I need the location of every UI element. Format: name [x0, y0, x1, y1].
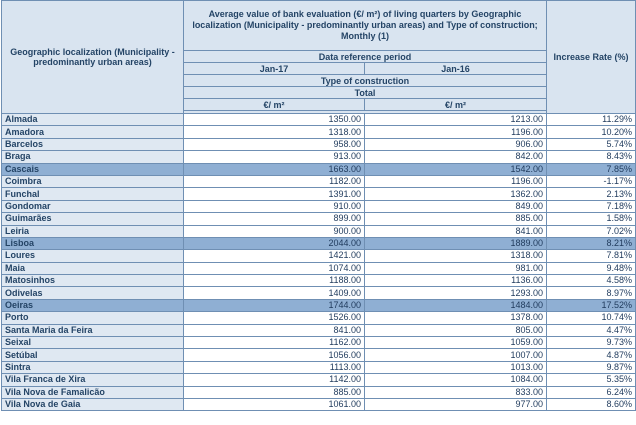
value-jan17-cell: 841.00 [184, 324, 365, 336]
value-jan16-cell: 1484.00 [365, 299, 547, 311]
value-jan17-cell: 885.00 [184, 386, 365, 398]
increase-rate-cell: 17.52% [547, 299, 636, 311]
value-jan16-cell: 1213.00 [365, 114, 547, 126]
increase-rate-cell: 7.02% [547, 225, 636, 237]
municipality-cell: Santa Maria da Feira [2, 324, 184, 336]
value-jan16-cell: 1318.00 [365, 250, 547, 262]
table-row [2, 175, 636, 187]
value-jan16-cell: 833.00 [365, 386, 547, 398]
value-jan16-cell: 805.00 [365, 324, 547, 336]
table-row [2, 386, 636, 398]
increase-rate-header: Increase Rate (%) [547, 1, 636, 114]
increase-rate-cell: 4.58% [547, 275, 636, 287]
municipality-cell: Matosinhos [2, 275, 184, 287]
table-row [2, 213, 636, 225]
value-jan17-cell: 1526.00 [184, 312, 365, 324]
table-row [2, 324, 636, 336]
increase-rate-cell: 10.20% [547, 126, 636, 138]
value-jan16-cell: 1007.00 [365, 349, 547, 361]
geo-localization-header: Geographic localization (Municipality - predominantly urban areas) [2, 1, 184, 114]
increase-rate-cell: 5.35% [547, 374, 636, 386]
municipality-cell: Maia [2, 262, 184, 274]
table-row [2, 337, 636, 349]
municipality-cell: Amadora [2, 126, 184, 138]
increase-rate-cell: 9.73% [547, 337, 636, 349]
increase-rate-cell: 10.74% [547, 312, 636, 324]
increase-rate-cell: 7.85% [547, 163, 636, 175]
value-jan16-cell: 1136.00 [365, 275, 547, 287]
table-row [2, 299, 636, 311]
table-row [2, 200, 636, 212]
municipality-cell: Almada [2, 114, 184, 126]
value-jan17-cell: 958.00 [184, 138, 365, 150]
period-jan17-header: Jan-17 [184, 63, 365, 75]
value-jan17-cell: 2044.00 [184, 237, 365, 249]
table-row [2, 114, 636, 126]
municipality-cell: Odivelas [2, 287, 184, 299]
increase-rate-cell: -1.17% [547, 175, 636, 187]
municipality-cell: Cascais [2, 163, 184, 175]
increase-rate-cell: 8.21% [547, 237, 636, 249]
increase-rate-cell: 7.81% [547, 250, 636, 262]
increase-rate-cell: 8.60% [547, 398, 636, 410]
value-jan17-cell: 1409.00 [184, 287, 365, 299]
value-jan16-cell: 1059.00 [365, 337, 547, 349]
value-jan16-cell: 1196.00 [365, 126, 547, 138]
municipality-cell: Sintra [2, 361, 184, 373]
value-jan16-cell: 885.00 [365, 213, 547, 225]
table-row [2, 163, 636, 175]
value-jan17-cell: 900.00 [184, 225, 365, 237]
table-row [2, 237, 636, 249]
table-row [2, 225, 636, 237]
value-jan17-cell: 1421.00 [184, 250, 365, 262]
increase-rate-cell: 4.87% [547, 349, 636, 361]
increase-rate-cell: 1.58% [547, 213, 636, 225]
municipality-cell: Loures [2, 250, 184, 262]
value-jan16-cell: 1013.00 [365, 361, 547, 373]
increase-rate-cell: 8.43% [547, 151, 636, 163]
table-row [2, 275, 636, 287]
increase-rate-cell: 9.87% [547, 361, 636, 373]
total-header: Total [184, 87, 547, 99]
table-title: Average value of bank evaluation (€/ m²) of living quarters by Geographic localization (Municipality - predominantly urban areas) and Type of construction; Monthly (1) [184, 1, 547, 51]
value-jan17-cell: 1142.00 [184, 374, 365, 386]
value-jan16-cell: 849.00 [365, 200, 547, 212]
municipality-cell: Gondomar [2, 200, 184, 212]
value-jan17-cell: 1188.00 [184, 275, 365, 287]
municipality-cell: Leiria [2, 225, 184, 237]
table-row [2, 361, 636, 373]
value-jan17-cell: 899.00 [184, 213, 365, 225]
municipality-cell: Oeiras [2, 299, 184, 311]
value-jan17-cell: 1391.00 [184, 188, 365, 200]
table-row [2, 287, 636, 299]
value-jan16-cell: 906.00 [365, 138, 547, 150]
table-row [2, 398, 636, 410]
municipality-cell: Funchal [2, 188, 184, 200]
municipality-cell: Setúbal [2, 349, 184, 361]
increase-rate-cell: 9.48% [547, 262, 636, 274]
value-jan16-cell: 1196.00 [365, 175, 547, 187]
value-jan16-cell: 1084.00 [365, 374, 547, 386]
municipality-cell: Vila Nova de Gaia [2, 398, 184, 410]
table-row [2, 151, 636, 163]
value-jan16-cell: 1378.00 [365, 312, 547, 324]
unit-header-jan17: €/ m² [184, 99, 365, 111]
value-jan17-cell: 1061.00 [184, 398, 365, 410]
construction-type-header: Type of construction [184, 75, 547, 87]
value-jan16-cell: 841.00 [365, 225, 547, 237]
value-jan16-cell: 977.00 [365, 398, 547, 410]
municipality-cell: Vila Franca de Xira [2, 374, 184, 386]
increase-rate-cell: 6.24% [547, 386, 636, 398]
value-jan17-cell: 1074.00 [184, 262, 365, 274]
increase-rate-cell: 4.47% [547, 324, 636, 336]
table-row [2, 188, 636, 200]
value-jan17-cell: 1318.00 [184, 126, 365, 138]
value-jan17-cell: 1663.00 [184, 163, 365, 175]
municipality-cell: Coimbra [2, 175, 184, 187]
increase-rate-cell: 8.97% [547, 287, 636, 299]
value-jan17-cell: 1162.00 [184, 337, 365, 349]
value-jan17-cell: 1113.00 [184, 361, 365, 373]
value-jan16-cell: 1542.00 [365, 163, 547, 175]
table-row [2, 138, 636, 150]
municipality-cell: Barcelos [2, 138, 184, 150]
value-jan17-cell: 910.00 [184, 200, 365, 212]
municipality-cell: Guimarães [2, 213, 184, 225]
table-body [2, 114, 636, 411]
value-jan16-cell: 842.00 [365, 151, 547, 163]
value-jan16-cell: 1362.00 [365, 188, 547, 200]
value-jan17-cell: 1350.00 [184, 114, 365, 126]
municipality-cell: Vila Nova de Famalicão [2, 386, 184, 398]
increase-rate-cell: 7.18% [547, 200, 636, 212]
table-row [2, 250, 636, 262]
municipality-cell: Lisboa [2, 237, 184, 249]
increase-rate-cell: 2.13% [547, 188, 636, 200]
period-header: Data reference period [184, 51, 547, 63]
municipality-cell: Braga [2, 151, 184, 163]
unit-header-jan16: €/ m² [365, 99, 547, 111]
value-jan16-cell: 1293.00 [365, 287, 547, 299]
table-row [2, 349, 636, 361]
data-table [1, 0, 636, 411]
value-jan17-cell: 1744.00 [184, 299, 365, 311]
value-jan17-cell: 1182.00 [184, 175, 365, 187]
table-row [2, 262, 636, 274]
table-row [2, 126, 636, 138]
municipality-cell: Seixal [2, 337, 184, 349]
table-row [2, 374, 636, 386]
increase-rate-cell: 11.29% [547, 114, 636, 126]
value-jan16-cell: 981.00 [365, 262, 547, 274]
value-jan16-cell: 1889.00 [365, 237, 547, 249]
municipality-cell: Porto [2, 312, 184, 324]
value-jan17-cell: 1056.00 [184, 349, 365, 361]
table-row [2, 312, 636, 324]
value-jan17-cell: 913.00 [184, 151, 365, 163]
period-jan16-header: Jan-16 [365, 63, 547, 75]
increase-rate-cell: 5.74% [547, 138, 636, 150]
